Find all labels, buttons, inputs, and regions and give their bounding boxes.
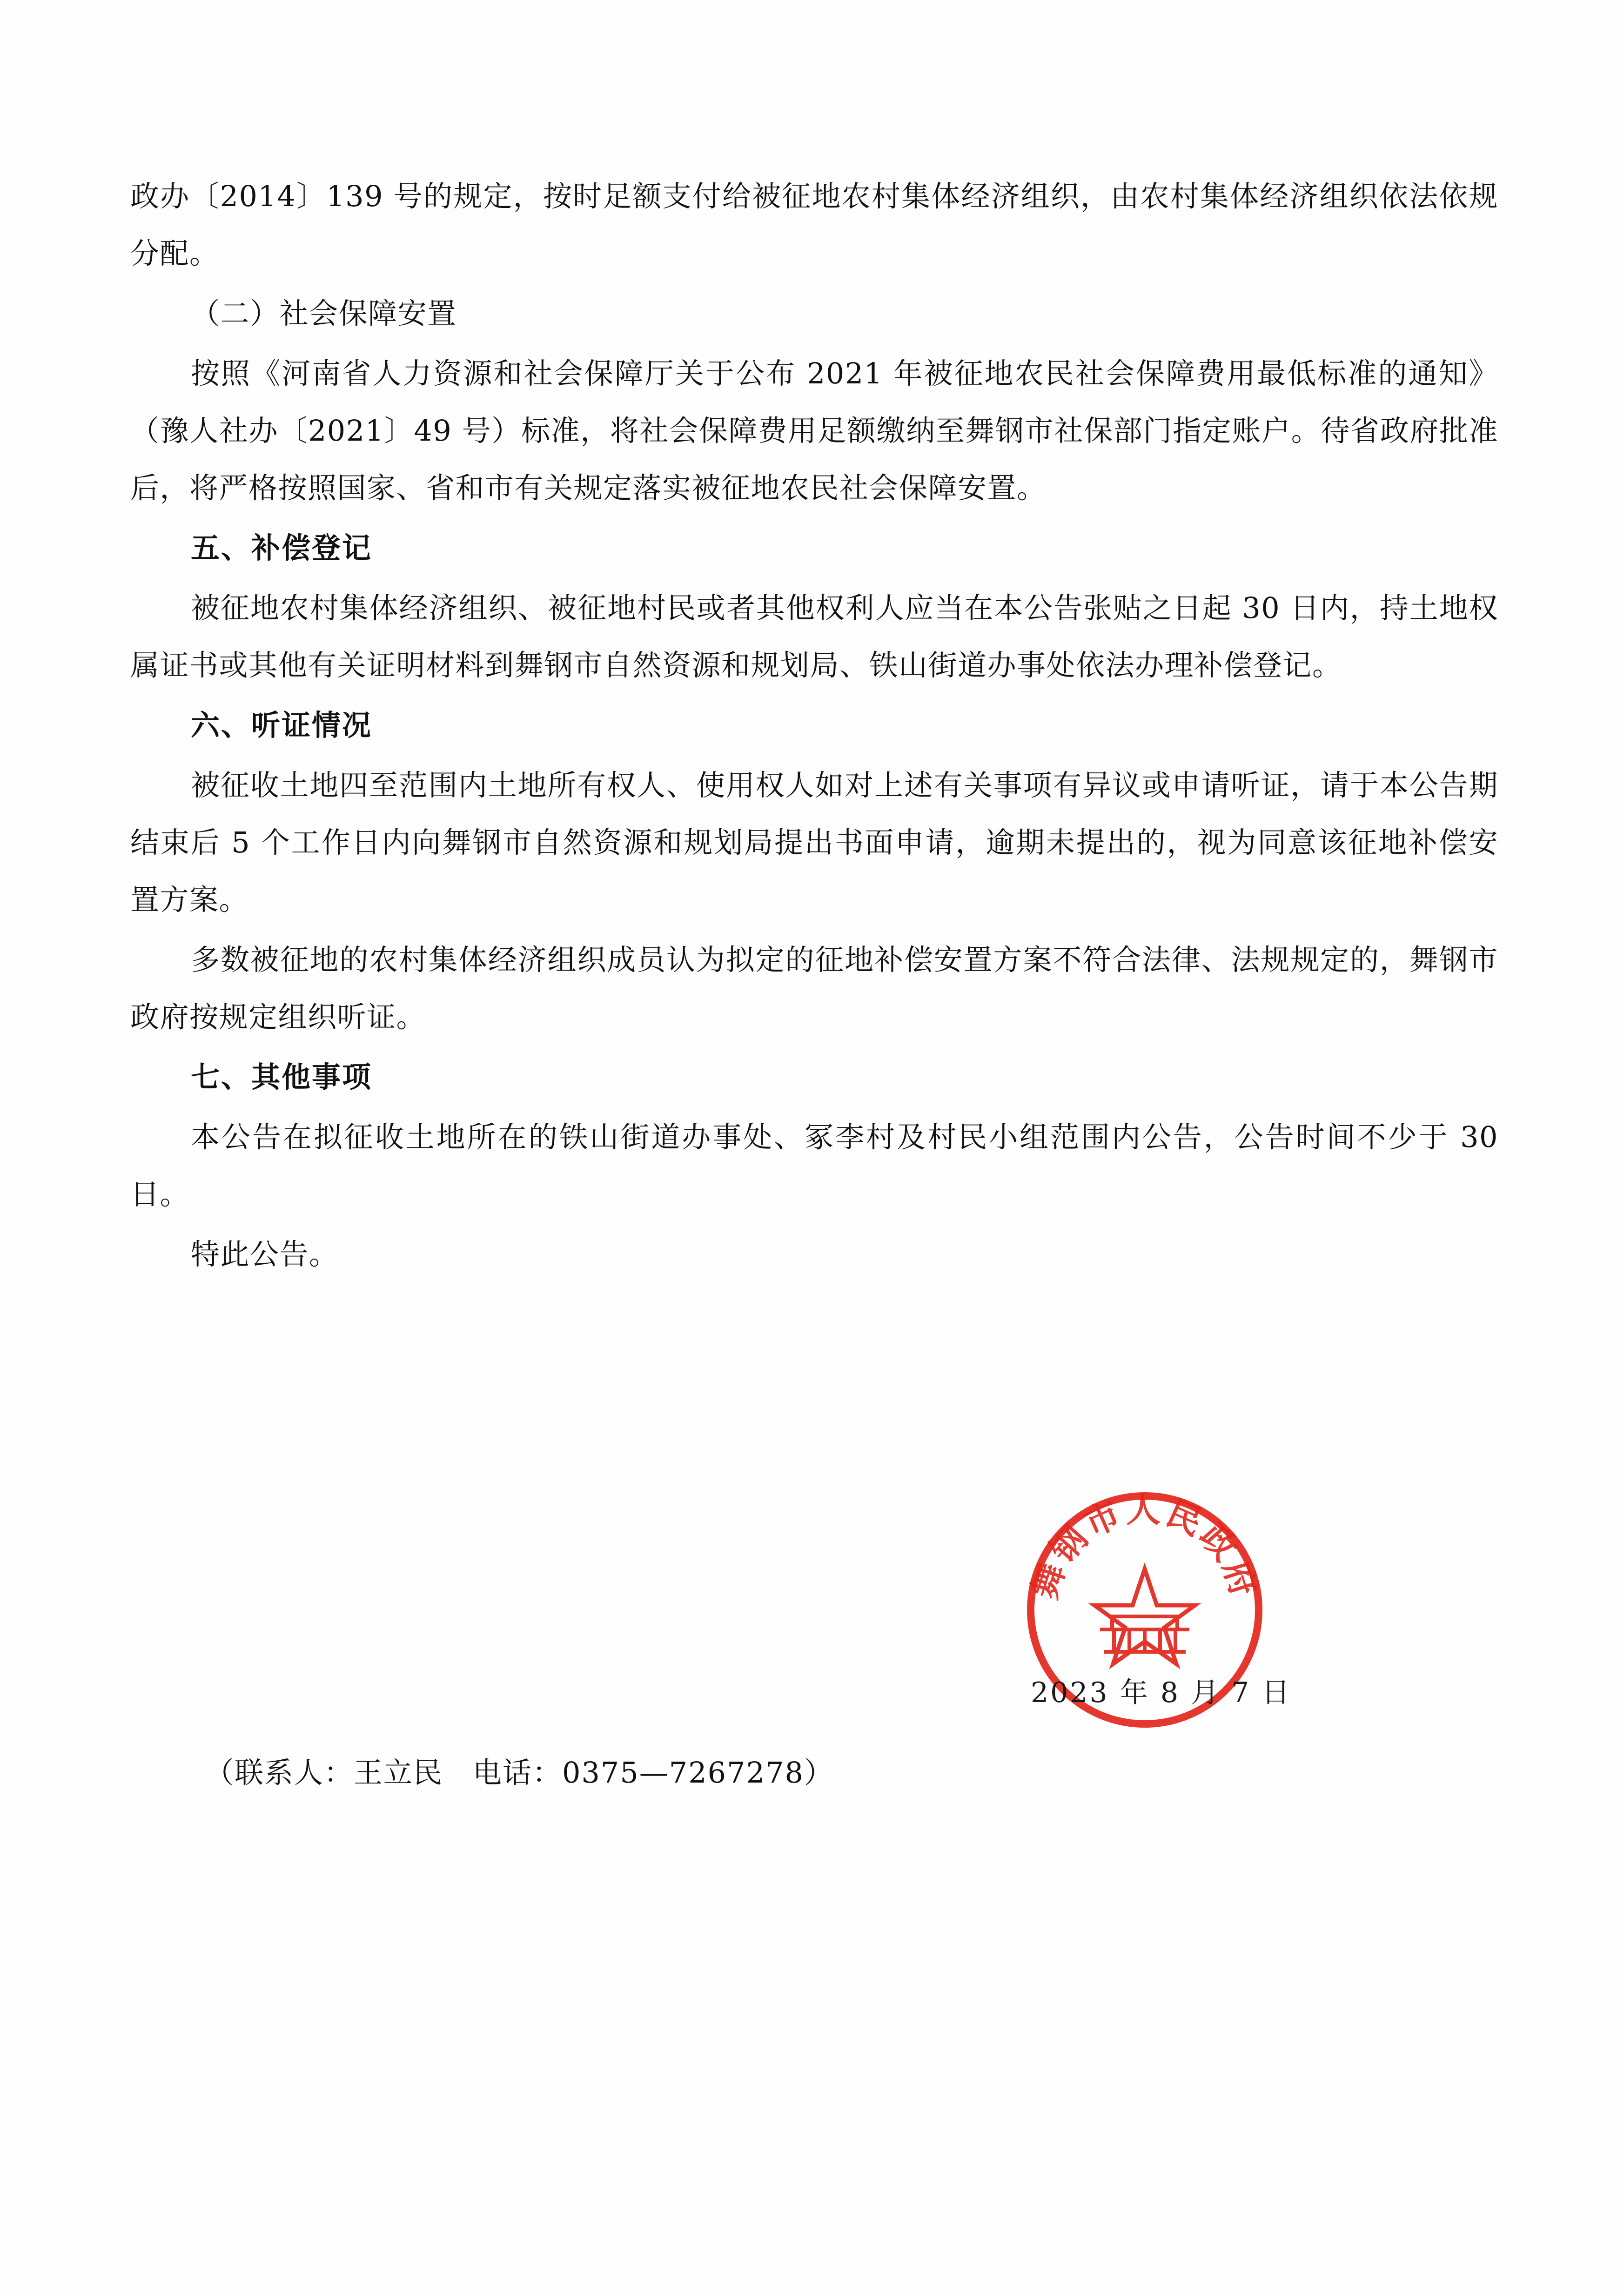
paragraph-compensation-registration: 被征地农村集体经济组织、被征地村民或者其他权利人应当在本公告张贴之日起 30 日内，持土地权属证书或其他有关证明材料到舞钢市自然资源和规划局、铁山街道办事处依法办理补偿登记。 (130, 591, 1498, 682)
paragraph-social-security-detail: 按照《河南省人力资源和社会保障厅关于公布 2021 年被征地农民社会保障费用最低标准的通知》（豫人社办〔2021〕49 号）标准，将社会保障费用足额缴纳至舞钢市社保部门指定账户。待省政府批准后，将严格按照国家、省和市有关规定落实被征地农民社会保障安置。 (130, 356, 1498, 505)
section-heading-six: 六、听证情况 (191, 708, 373, 742)
paragraph-hearing-request: 被征收土地四至范围内土地所有权人、使用权人如对上述有关事项有异议或申请听证，请于本公告期结束后 5 个工作日内向舞钢市自然资源和规划局提出书面申请，逾期未提出的，视为同意该征地补偿安置方案。 (130, 768, 1498, 917)
svg-text:舞钢市人民政府: 舞钢市人民政府 (1024, 1490, 1265, 1604)
section-heading-five: 五、补偿登记 (191, 531, 373, 565)
subsection-heading-social-security: （二）社会保障安置 (191, 296, 457, 330)
document-body (130, 168, 1498, 1286)
section-heading-seven: 七、其他事项 (191, 1060, 373, 1094)
contact-info: （联系人：王立民 电话：0375—7267278） (205, 1756, 834, 1790)
paragraph-other-matters: 本公告在拟征收土地所在的铁山街道办事处、冢李村及村民小组范围内公告，公告时间不少于 30 日。 (130, 1120, 1498, 1211)
paragraph-continuation: 政办〔2014〕139 号的规定，按时足额支付给被征地农村集体经济组织，由农村集体经济组织依法依规分配。 (130, 179, 1498, 270)
seal-date: 2023 年 8 月 7 日 (1031, 1676, 1292, 1709)
paragraph-closing-notice: 特此公告。 (191, 1237, 339, 1271)
paragraph-hearing-organize: 多数被征地的农村集体经济组织成员认为拟定的征地补偿安置方案不符合法律、法规规定的，舞钢市政府按规定组织听证。 (130, 943, 1498, 1034)
